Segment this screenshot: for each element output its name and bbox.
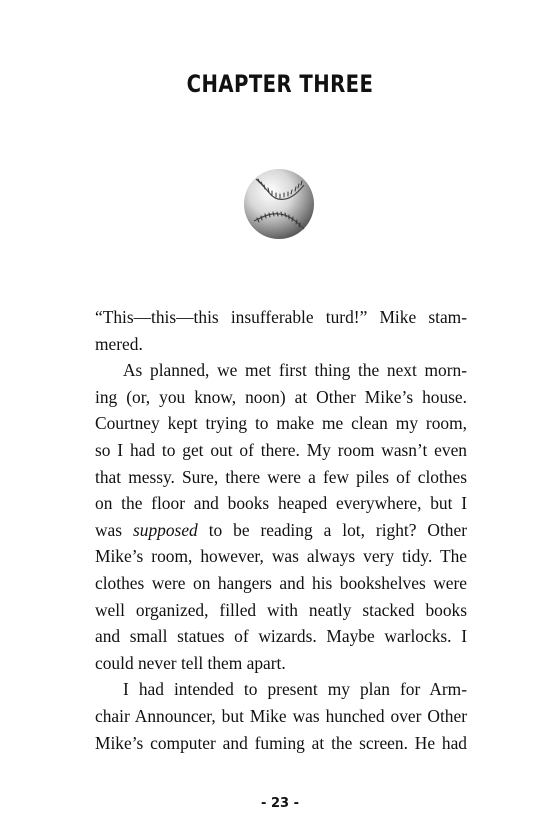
text-line: I had intended to present my plan for Arm- <box>123 679 467 700</box>
text-line: “This—this—this insufferable turd!” Mike stam- <box>95 307 467 327</box>
text-line: and small statues of wizards. Maybe warlocks. I <box>95 626 467 647</box>
baseball-icon <box>242 167 316 241</box>
text-word: to be reading a lot, right? Other <box>208 519 467 540</box>
text-line: mered. <box>95 333 143 354</box>
text-line: clothes were on hangers and his bookshelves were <box>95 572 467 593</box>
text-line: Mike’s computer and fuming at the screen. He had <box>95 732 467 753</box>
text-line-mixed <box>95 517 467 544</box>
text-line: so I had to get out of there. My room wasn’t even <box>95 439 467 460</box>
text-word: was <box>95 519 123 540</box>
text-line: ing (or, you know, noon) at Other Mike’s house. <box>95 386 467 407</box>
text-line: that messy. Sure, there were a few piles of clothes <box>95 466 467 487</box>
text-line: Courtney kept trying to make me clean my room, <box>95 413 467 434</box>
body-text <box>95 304 467 756</box>
text-line: could never tell them apart. <box>95 652 286 673</box>
text-line: Mike’s room, however, was always very tidy. The <box>95 546 467 567</box>
text-line: As planned, we met first thing the next morn- <box>123 360 467 381</box>
text-line: well organized, filled with neatly stacked books <box>95 599 467 620</box>
text-line: chair Announcer, but Mike was hunched over Other <box>95 705 467 726</box>
chapter-title: CHAPTER THREE <box>186 70 374 98</box>
text-line: on the floor and books heaped everywhere, but I <box>95 493 467 514</box>
page-number: - 23 - <box>261 796 299 811</box>
emphasized-word: supposed <box>133 519 198 540</box>
